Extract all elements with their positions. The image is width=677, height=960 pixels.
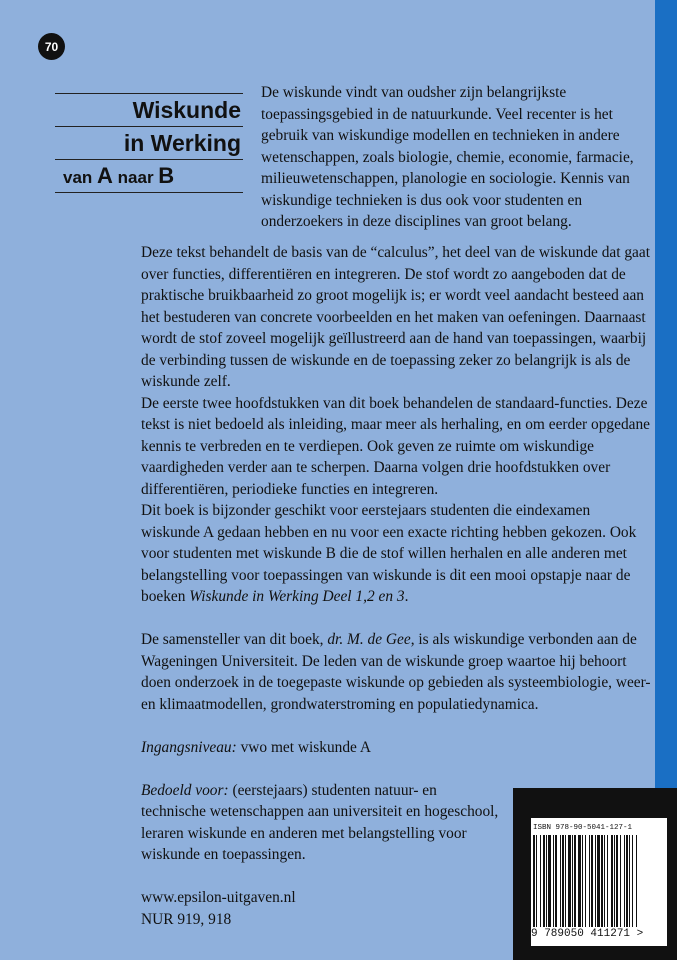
website-link: www.epsilon-uitgaven.nl — [141, 889, 296, 906]
barcode-icon — [533, 835, 665, 927]
isbn-text: ISBN 978-90-5041-127-1 — [533, 824, 633, 832]
subtitle: van A naar B — [63, 163, 175, 188]
title-line-1: Wiskunde — [132, 97, 241, 123]
title-rule — [55, 192, 243, 193]
paragraph-audience: Dit boek is bijzonder geschikt voor eerstejaars studenten die eindexamen wiskunde A gedaan hebben en nu voor een exacte richting hebben gekozen. Ook voor studenten met wiskunde B die de stof willen herhalen en alle anderen met belangstelling voor toepassingen van wiskunde is dit een mooi opstapje naar de boeken Wiskunde in Werking Deel 1,2 en 3. — [141, 502, 637, 605]
nur-code: NUR 919, 918 — [141, 910, 232, 928]
paragraph-author: De samensteller van dit boek, dr. M. de Gee, is als wiskundige verbonden aan de Wageningen Universiteit. De leden van de wiskunde groep waartoe hij behoort doen onderzoek in de toegepaste wiskunde op gebieden als systeembiologie, weer- en klimaatmodellen, grondwaterstroming en populatiedynamica. — [141, 631, 651, 713]
entry-level: Ingangsniveau: vwo met wiskunde A — [141, 738, 371, 756]
intro-paragraph: De wiskunde vindt van oudsher zijn belangrijkste toepassingsgebied in de natuurkunde. Veel recenter is het gebruik van wiskundige modellen en technieken in andere wetenschappen, zoals biologie, chemie, economie, farmacie, milieuwetenschappen, planologie en sociologie. Kennis van wiskundige technieken is dus ook voor studenten en onderzoekers in deze disciplines van groot belang. — [261, 84, 634, 230]
page-number-badge: 70 — [38, 33, 65, 60]
paragraph-calculus: Deze tekst behandelt de basis van de “calculus”, het deel van de wiskunde dat gaat over functies, differentiëren en integreren. De stof wordt zo aangeboden dat de praktische bruikbaarheid zo groot mogelijk is; er wordt veel aandacht besteed aan het bestuderen van concrete voorbeelden en het maken van oefeningen. Daarnaast wordt de stof zoveel mogelijk geïllustreerd aan de hand van toepassingen, waarbij de verbinding tussen de wiskunde en de toepassing zeker zo belangrijk is als de wiskunde zelf. — [141, 244, 650, 390]
intended-for: Bedoeld voor: (eerstejaars) studenten natuur- en technische wetenschappen aan universiteit en hogeschool, leraren wiskunde en anderen met belangstelling voor wiskunde en toepassingen. — [141, 781, 499, 863]
barcode-digits: 9 789050 411271 > — [531, 928, 644, 940]
title-line-2: in Werking — [123, 130, 241, 156]
paragraph-chapters: De eerste twee hoofdstukken van dit boek behandelen de standaard-functies. Deze tekst is niet bedoeld als inleiding, maar meer als herhaling, en om eerder opgedane kennis te verbreden en te verdiepen. Ook geven ze ruimte om wiskundige vaardigheden verder aan te scherpen. Daarna volgen drie hoofdstukken over differentiëren, periodieke functies en integreren. — [141, 394, 650, 498]
book-title-block — [55, 93, 243, 193]
